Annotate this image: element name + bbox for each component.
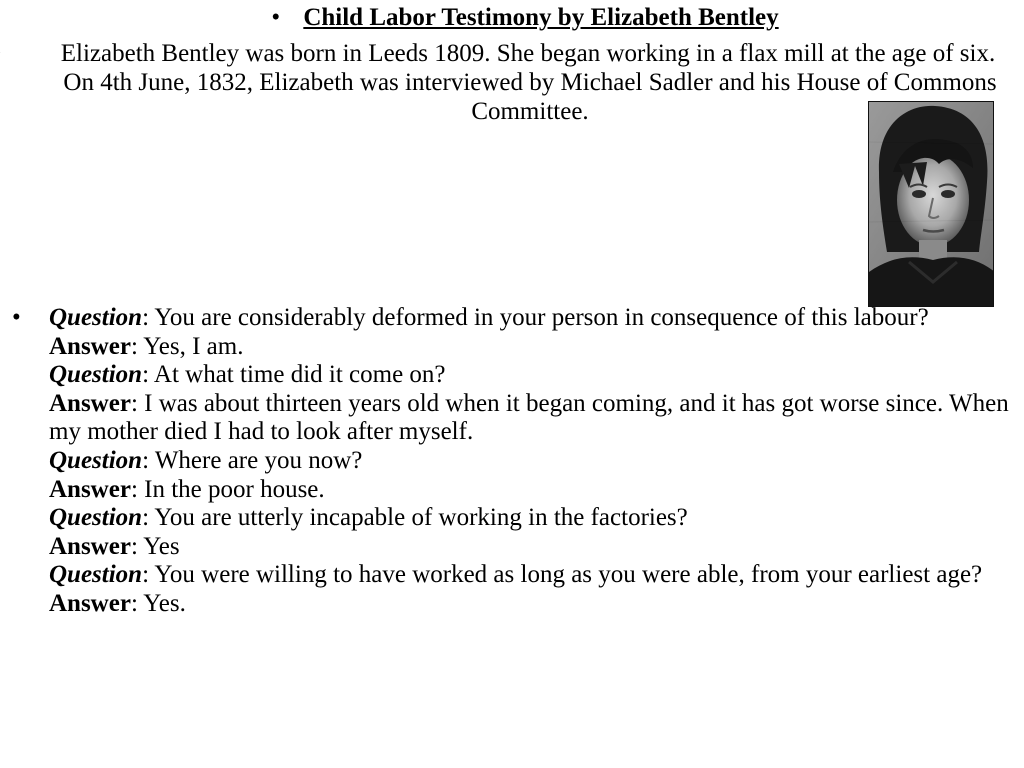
question-4: [49, 504, 1012, 533]
question-text: : You are utterly incapable of working in the factories?: [142, 504, 688, 532]
question-5: [49, 561, 1012, 590]
answer-1: [49, 333, 1012, 362]
answer-text: : Yes: [130, 532, 180, 560]
elizabeth-bentley-photo: [868, 101, 994, 307]
intro-text: Elizabeth Bentley was born in Leeds 1809. She began working in a flax mill at the age of six. On 4th June, 1832, Elizabeth was interviewed by Michael Sadler and his House of Commons Committee.: [60, 40, 997, 125]
question-label: Question: [49, 446, 143, 474]
question-1: [49, 304, 1012, 333]
answer-text: : Yes.: [130, 589, 186, 617]
portrait-image: [869, 102, 994, 307]
question-text: : You are considerably deformed in your person in consequence of this labour?: [142, 304, 929, 331]
question-text: : You were willing to have worked as long as you were able, from your earliest age?: [142, 561, 983, 589]
answer-text: : I was about thirteen years old when it began coming, and it has got worse since. When my mother died I had to look after myself.: [49, 389, 1009, 446]
testimony-list: [0, 304, 1024, 619]
answer-label: Answer: [49, 389, 131, 417]
question-label: Question: [49, 361, 143, 389]
answer-label: Answer: [49, 332, 131, 360]
question-text: : At what time did it come on?: [142, 361, 446, 389]
answer-4: [49, 533, 1012, 562]
answer-2: [49, 390, 1012, 447]
answer-5: [49, 590, 1012, 619]
bullet-glyph: •: [12, 304, 21, 331]
question-label: Question: [49, 304, 143, 331]
testimony-bullet: [0, 304, 1024, 619]
answer-label: Answer: [49, 475, 131, 503]
question-3: [49, 447, 1012, 476]
answer-label: Answer: [49, 589, 131, 617]
answer-3: [49, 476, 1012, 505]
answer-text: : Yes, I am.: [130, 332, 244, 360]
question-label: Question: [49, 504, 143, 532]
question-text: : Where are you now?: [142, 446, 363, 474]
answer-text: : In the poor house.: [130, 475, 325, 503]
question-2: [49, 361, 1012, 390]
question-label: Question: [49, 561, 143, 589]
answer-label: Answer: [49, 532, 131, 560]
slide-title: Child Labor Testimony by Elizabeth Bentley: [303, 4, 779, 31]
title-bullet: [0, 0, 1024, 32]
